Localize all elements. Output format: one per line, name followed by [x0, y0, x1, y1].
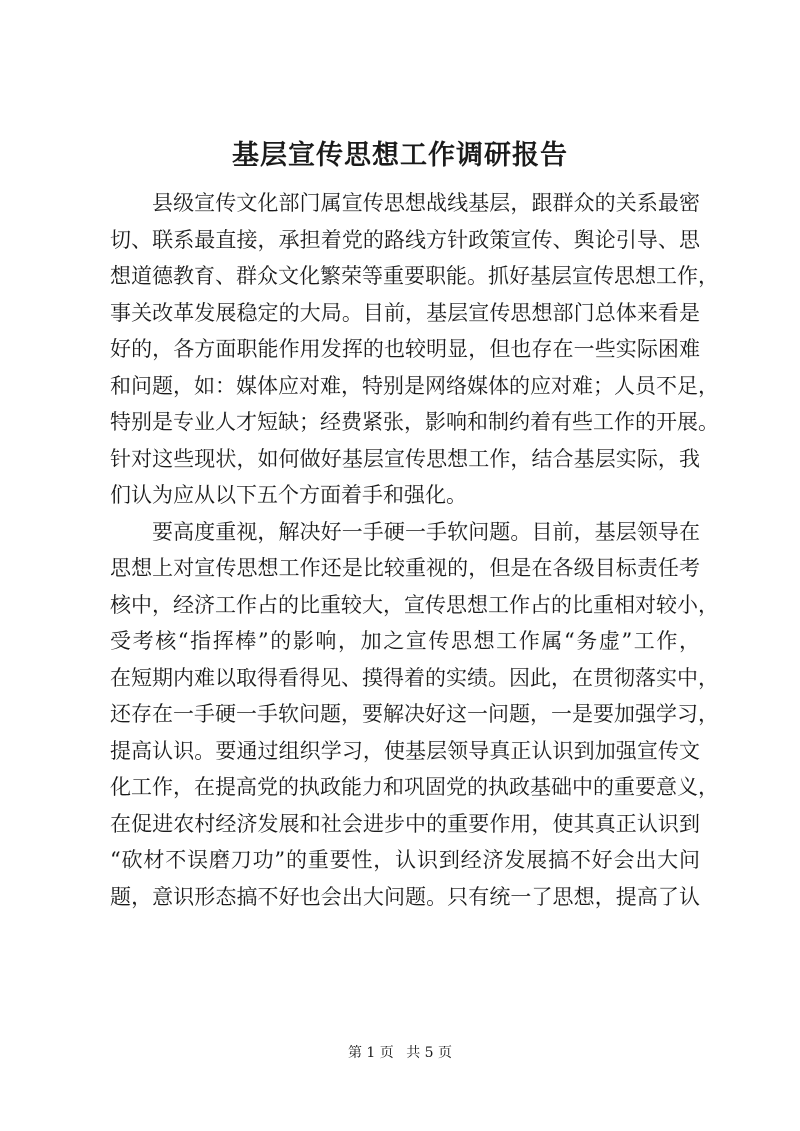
text-line: 化工作，在提高党的执政能力和巩固党的执政基础中的重要意义，: [110, 775, 719, 799]
text-line: 好的，各方面职能作用发挥的也较明显，但也存在一些实际困难: [110, 337, 700, 361]
paragraph: [110, 185, 719, 514]
text-line: 们认为应从以下五个方面着手和强化。: [110, 483, 467, 507]
text-line: “砍材不误磨刀功”的重要性，认识到经济发展搞不好会出大问: [110, 848, 700, 872]
text-line: 核中，经济工作占的比重较大，宣传思想工作占的比重相对较小，: [110, 592, 719, 617]
text-line: 思想上对宣传思想工作还是比较重视的，但是在各级目标责任考: [110, 556, 700, 580]
text-line: 受考核“指挥棒”的影响，加之宣传思想工作属“务虚”工作，: [110, 629, 700, 653]
page-footer: [0, 1043, 800, 1063]
text-line: 提高认识。要通过组织学习，使基层领导真正认识到加强宣传文: [110, 738, 700, 763]
paragraph: [110, 514, 719, 916]
text-line: 在促进农村经济发展和社会进步中的重要作用，使其真正认识到: [110, 811, 700, 836]
text-line: 在短期内难以取得看得见、摸得着的实绩。因此，在贯彻落实中，: [110, 665, 719, 690]
page-total: 共 5 页: [406, 1045, 453, 1061]
document-body: [110, 185, 719, 915]
text-line: 针对这些现状，如何做好基层宣传思想工作，结合基层实际，我: [110, 446, 700, 471]
text-line: 还存在一手硬一手软问题，要解决好这一问题，一是要加强学习，: [110, 702, 719, 726]
page-number: 第 1 页: [347, 1045, 394, 1061]
text-line: 要高度重视，解决好一手硬一手软问题。目前，基层领导在: [152, 519, 700, 544]
text-line: 特别是专业人才短缺；经费紧张，影响和制约着有些工作的开展。: [110, 410, 719, 434]
text-line: 和问题，如：媒体应对难，特别是网络媒体的应对难；人员不足，: [110, 373, 719, 398]
text-line: 想道德教育、群众文化繁荣等重要职能。抓好基层宣传思想工作，: [110, 264, 719, 288]
document-title: 基层宣传思想工作调研报告: [232, 140, 568, 171]
text-line: 县级宣传文化部门属宣传思想战线基层，跟群众的关系最密: [152, 191, 700, 215]
text-line: 题，意识形态搞不好也会出大问题。只有统一了思想，提高了认: [110, 884, 700, 909]
text-line: 切、联系最直接，承担着党的路线方针政策宣传、舆论引导、思: [110, 227, 700, 252]
text-line: 事关改革发展稳定的大局。目前，基层宣传思想部门总体来看是: [110, 300, 700, 325]
